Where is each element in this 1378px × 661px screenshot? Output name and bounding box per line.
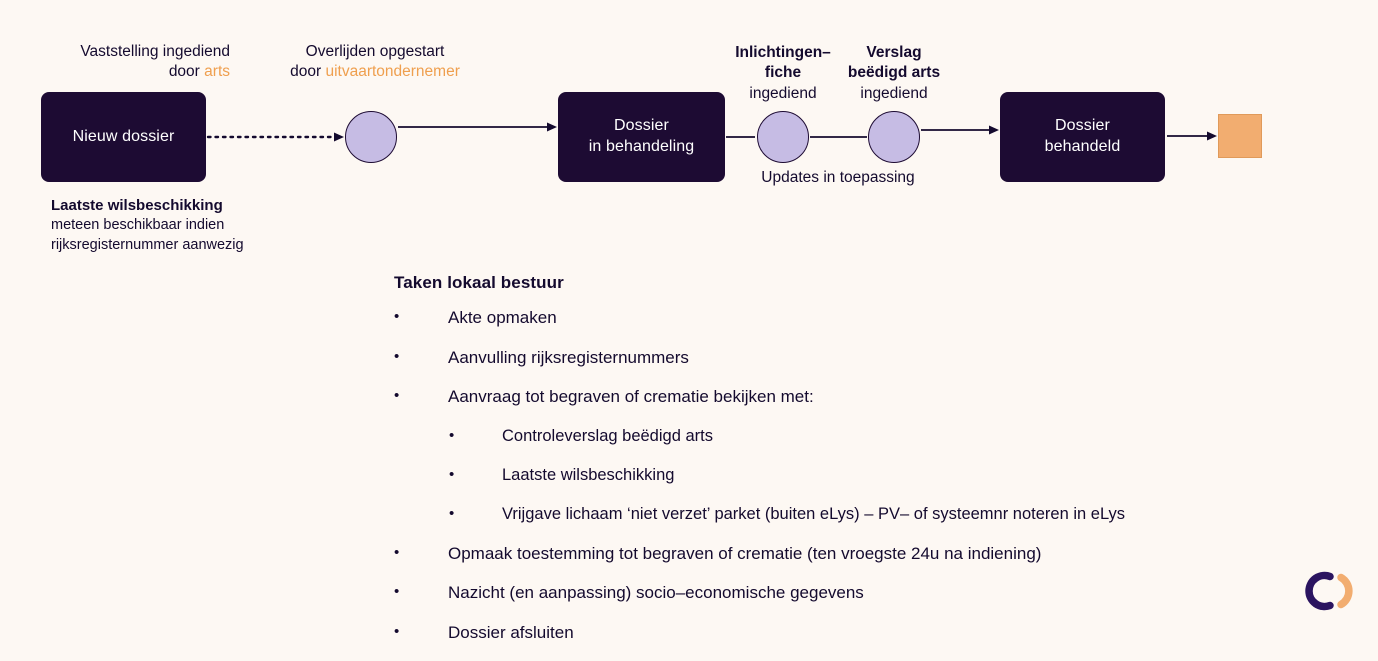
list-item-label: Akte opmaken <box>448 308 557 327</box>
label-inlichtingenfiche <box>716 43 850 104</box>
bullet-icon: • <box>449 465 455 483</box>
label-inlichtingenfiche-line2: fiche <box>764 64 802 82</box>
label-verslag-beedigd-arts <box>832 43 956 104</box>
node-dossier-behandeld-label-1: Dossier <box>1055 117 1110 135</box>
label-laatste-wilsbeschikking <box>51 196 331 255</box>
node-dossier-behandeld-label-2: behandeld <box>1044 138 1121 155</box>
list-item <box>449 504 1354 525</box>
list-item-label: Vrijgave lichaam ‘niet verzet’ parket (buiten eLys) – PV– of systeemnr noteren in eLys <box>502 504 1126 523</box>
tasks-title: Taken lokaal bestuur <box>394 273 564 292</box>
list-item-label: Opmaak toestemming tot begraven of crematie (ten vroegste 24u na indiening) <box>448 543 1042 563</box>
bullet-icon: • <box>394 387 400 405</box>
label-overlijden-accent: uitvaartondernemer <box>325 63 460 81</box>
node-dossier-in-behandeling-label-1: Dossier <box>614 117 669 135</box>
list-item <box>394 622 1354 644</box>
list-item <box>394 347 1354 369</box>
brand-logo-icon <box>1300 568 1356 614</box>
list-item-label: Controleverslag beëdigd arts <box>502 426 713 445</box>
list-item-label: Nazicht (en aanpassing) socio–economische gegevens <box>448 583 864 603</box>
bullet-icon: • <box>394 308 400 325</box>
label-vaststelling <box>18 42 230 83</box>
label-vaststelling-line1: Vaststelling ingediend <box>80 43 230 60</box>
node-inlichtingenfiche-circle <box>757 111 809 163</box>
node-dossier-in-behandeling-label-2: in behandeling <box>588 138 695 155</box>
label-overlijden <box>255 42 495 83</box>
label-vaststelling-line2 <box>18 62 230 82</box>
list-item-label: Laatste wilsbeschikking <box>502 465 675 484</box>
list-item-label: Dossier afsluiten <box>448 622 574 642</box>
list-item-label: Aanvulling rijksregisternummers <box>448 347 689 367</box>
list-item-label: Aanvraag tot begraven of crematie bekijken met: <box>448 387 814 407</box>
bullet-icon: • <box>394 347 400 365</box>
list-item <box>449 465 1354 486</box>
label-wils-line2: rijksregisternummer aanwezig <box>51 236 244 253</box>
list-item <box>394 543 1354 565</box>
node-overlijden-circle <box>345 111 397 163</box>
node-verslag-circle <box>868 111 920 163</box>
list-item <box>394 582 1354 604</box>
taken-lokaal-bestuur-section <box>394 273 1354 661</box>
label-verslag-line1: Verslag <box>866 44 922 61</box>
bullet-icon: • <box>449 504 455 522</box>
list-item <box>394 386 1354 408</box>
node-nieuw-dossier <box>41 92 206 182</box>
node-end-square <box>1218 114 1262 158</box>
label-overlijden-line2 <box>255 62 495 82</box>
list-item <box>449 426 1354 447</box>
bullet-icon: • <box>449 426 455 444</box>
label-overlijden-line1: Overlijden opgestart <box>305 43 445 60</box>
label-inlichtingenfiche-line1: Inlichtingen– <box>735 44 831 61</box>
bullet-icon: • <box>394 583 400 601</box>
list-item <box>394 307 1354 329</box>
label-inlichtingenfiche-line3: ingediend <box>749 84 817 102</box>
node-dossier-in-behandeling <box>558 92 725 182</box>
label-updates-in-toepassing: Updates in toepassing <box>761 169 915 186</box>
label-wils-heading: Laatste wilsbeschikking <box>51 197 223 214</box>
node-dossier-behandeld <box>1000 92 1165 182</box>
bullet-icon: • <box>394 622 400 640</box>
label-overlijden-door: door <box>290 63 326 81</box>
node-nieuw-dossier-label: Nieuw dossier <box>72 127 175 145</box>
label-wils-line1: meteen beschikbaar indien <box>51 217 225 234</box>
label-vaststelling-door: door <box>168 63 205 81</box>
label-vaststelling-accent: arts <box>204 63 230 81</box>
label-verslag-line3: ingediend <box>860 84 928 102</box>
label-verslag-line2: beëdigd arts <box>847 64 941 82</box>
bullet-icon: • <box>394 543 400 561</box>
